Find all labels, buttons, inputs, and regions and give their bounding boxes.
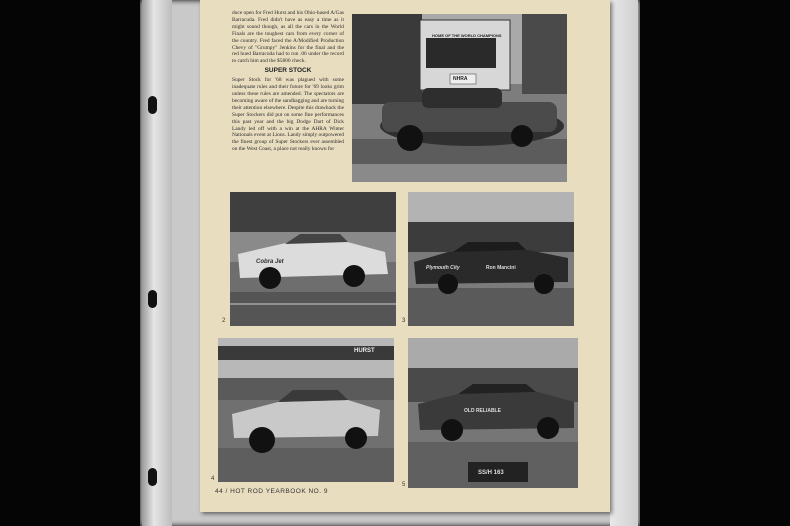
car-lettering: Plymouth City — [426, 265, 460, 271]
banner-text: HURST — [354, 348, 375, 354]
article-column — [232, 10, 344, 155]
car-lettering: Cobra Jet — [256, 259, 284, 265]
photo-number: 4 — [211, 476, 215, 482]
photo-number: 2 — [222, 318, 226, 324]
section-title: SUPER STOCK — [264, 67, 312, 75]
binder-strip — [142, 0, 172, 526]
photo-gasser — [218, 338, 394, 482]
tower-sign: HOME OF THE WORLD CHAMPIONS — [432, 33, 502, 38]
photo-barracuda-tower — [352, 14, 567, 182]
car-lettering: OLD RELIABLE — [464, 408, 501, 414]
photo-plymouth — [408, 192, 574, 326]
tower-plate: NHRA — [453, 76, 468, 82]
page-edge — [610, 0, 638, 526]
punch-hole — [148, 96, 157, 114]
photo-number: 3 — [402, 318, 406, 324]
article-body: Super Stock for '68 was plagued with some inadequate rules and their future for '69 looks grim unless these rules are amended. The spectators are becoming aware of the sandbagging and are turning their attention elsewhere. Despite this drawback the Super Stockers did put on some fine performances this past year and the big Dodge Dart of Dick Landy led off with a win at the AHRA Winter Nationals event at Lions. Landy simply outpowered the finest group of Super Stockers ever assembled on the West Coast, a place not really known for — [232, 77, 344, 153]
punch-hole — [148, 290, 157, 308]
article-intro: duce open for Fred Hurst and his Ohio-based A/Gas Barracuda. Fred didn't have as easy a time as it might sound though, as all the cars in the World Finals are the toughest cars from every corner of the country. Fred faced the A/Modified Production Chevy of "Grumpy" Jenkins for the final and the red hued Barracuda had to run .06 under the record to catch him and the $5800 check. — [232, 10, 344, 65]
photo-cobra-jet — [230, 192, 396, 326]
page-footer: 44 / HOT ROD YEARBOOK NO. 9 — [215, 488, 328, 495]
photo-number: 5 — [402, 482, 406, 488]
plate-text: SS/H 163 — [478, 470, 504, 476]
car-lettering-driver: Ron Mancini — [486, 265, 516, 271]
photo-old-reliable — [408, 338, 578, 488]
punch-hole — [148, 468, 157, 486]
